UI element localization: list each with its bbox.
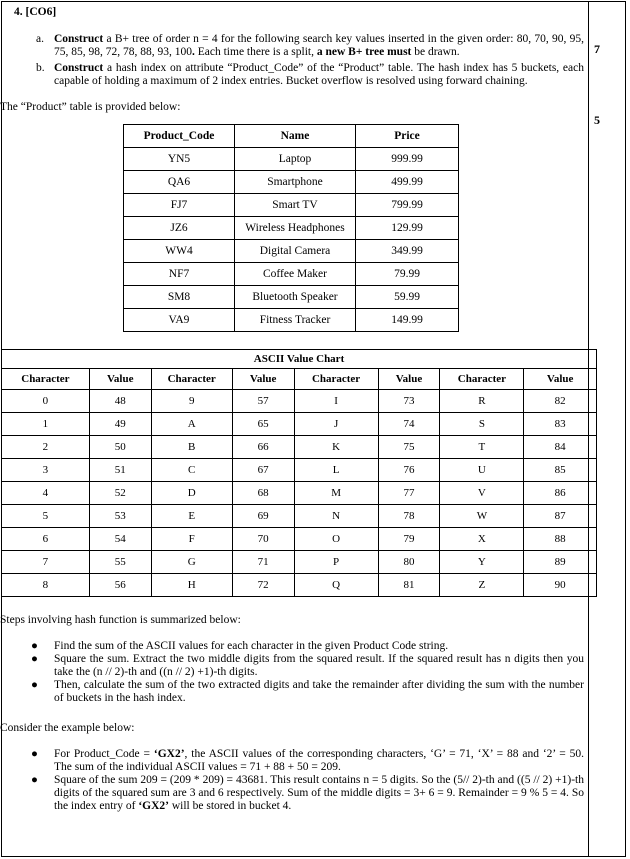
ascii-value-cell: 81 xyxy=(378,574,440,597)
ascii-value-cell: 76 xyxy=(378,459,440,482)
ascii-char-cell: M xyxy=(294,482,378,505)
ascii-char-cell: N xyxy=(294,505,378,528)
ascii-char-cell: U xyxy=(440,459,524,482)
ascii-char-cell: L xyxy=(294,459,378,482)
ascii-char-cell: 0 xyxy=(2,390,90,413)
ascii-value-cell: 74 xyxy=(378,413,440,436)
ascii-value-cell: 70 xyxy=(232,528,294,551)
ascii-value-cell: 72 xyxy=(232,574,294,597)
ascii-title-row xyxy=(2,350,597,369)
part-a-bold2: . xyxy=(192,46,195,58)
product-intro: The “Product” table is provided below: xyxy=(0,101,181,113)
product-code-cell: YN5 xyxy=(124,148,235,171)
ascii-char-cell: W xyxy=(440,505,524,528)
ascii-header: Value xyxy=(378,369,440,390)
ascii-char-cell: B xyxy=(151,436,232,459)
example-code: ‘GX2’ xyxy=(138,800,169,812)
table-row xyxy=(2,574,597,597)
ascii-value-cell: 75 xyxy=(378,436,440,459)
product-code-cell: WW4 xyxy=(124,240,235,263)
ascii-header: Value xyxy=(232,369,294,390)
ascii-value-cell: 79 xyxy=(378,528,440,551)
ascii-char-cell: F xyxy=(151,528,232,551)
product-price-cell: 129.99 xyxy=(356,217,459,240)
list-item xyxy=(14,679,584,705)
product-header-row xyxy=(124,125,459,148)
question-number: 4. [CO6] xyxy=(14,6,57,18)
ascii-value-cell: 51 xyxy=(89,459,151,482)
ascii-char-cell: 9 xyxy=(151,390,232,413)
marks-part-b: 5 xyxy=(594,113,600,127)
product-name-cell: Bluetooth Speaker xyxy=(235,286,356,309)
ascii-char-cell: 3 xyxy=(2,459,90,482)
example-intro: Consider the example below: xyxy=(0,722,135,734)
ascii-value-cell: 86 xyxy=(524,482,597,505)
step-text: Find the sum of the ASCII values for each character in the given Product Code string. xyxy=(54,640,449,652)
part-a-bold3: a new B+ tree must xyxy=(316,46,412,58)
example-text: will be stored in bucket 4. xyxy=(168,800,292,812)
ascii-value-cell: 71 xyxy=(232,551,294,574)
product-name-cell: Coffee Maker xyxy=(235,263,356,286)
product-price-cell: 59.99 xyxy=(356,286,459,309)
part-a-bold: Construct xyxy=(54,33,104,45)
ascii-char-cell: S xyxy=(440,413,524,436)
table-row xyxy=(2,459,597,482)
part-a-text2: Each time there is a split, xyxy=(194,46,317,58)
ascii-value-cell: 57 xyxy=(232,390,294,413)
table-row xyxy=(124,240,459,263)
ascii-value-cell: 49 xyxy=(89,413,151,436)
ascii-value-cell: 78 xyxy=(378,505,440,528)
product-price-cell: 79.99 xyxy=(356,263,459,286)
table-row xyxy=(2,390,597,413)
ascii-char-cell: 4 xyxy=(2,482,90,505)
part-b-text: a hash index on attribute “Product_Code” of the “Product” table. The hash index has 5 buckets, each capable of holding a maximum of 2 index entries. Bucket overflow is resolved using forward chaining. xyxy=(54,62,584,87)
product-code-cell: QA6 xyxy=(124,171,235,194)
product-name-cell: Digital Camera xyxy=(235,240,356,263)
marks-part-a: 7 xyxy=(594,42,600,56)
ascii-char-cell: 7 xyxy=(2,551,90,574)
ascii-char-cell: R xyxy=(440,390,524,413)
ascii-header: Value xyxy=(524,369,597,390)
ascii-table xyxy=(1,349,597,597)
ascii-header-row xyxy=(2,369,597,390)
bullet-icon: ● xyxy=(31,653,38,665)
part-b-bold: Construct xyxy=(54,62,104,74)
ascii-value-cell: 89 xyxy=(524,551,597,574)
ascii-value-cell: 82 xyxy=(524,390,597,413)
ascii-char-cell: C xyxy=(151,459,232,482)
ascii-title: ASCII Value Chart xyxy=(2,350,597,369)
product-price-cell: 499.99 xyxy=(356,171,459,194)
ascii-char-cell: J xyxy=(294,413,378,436)
bullet-icon: ● xyxy=(31,640,38,652)
example-code: ‘GX2’ xyxy=(153,748,185,760)
bullet-icon: ● xyxy=(31,679,38,691)
product-price-cell: 799.99 xyxy=(356,194,459,217)
ascii-char-cell: V xyxy=(440,482,524,505)
product-price-cell: 149.99 xyxy=(356,309,459,332)
product-name-cell: Smartphone xyxy=(235,171,356,194)
ascii-value-cell: 66 xyxy=(232,436,294,459)
ascii-value-cell: 48 xyxy=(89,390,151,413)
ascii-char-cell: G xyxy=(151,551,232,574)
part-a-text3: be drawn. xyxy=(411,46,460,58)
table-row xyxy=(2,505,597,528)
ascii-value-cell: 77 xyxy=(378,482,440,505)
ascii-value-cell: 54 xyxy=(89,528,151,551)
product-header: Name xyxy=(235,125,356,148)
list-item xyxy=(14,653,584,679)
list-item xyxy=(14,640,584,653)
ascii-char-cell: 1 xyxy=(2,413,90,436)
ascii-char-cell: T xyxy=(440,436,524,459)
step-text: Then, calculate the sum of the two extracted digits and take the remainder after dividing the sum with the number of buckets in the hash index. xyxy=(54,679,584,704)
ascii-char-cell: A xyxy=(151,413,232,436)
table-row xyxy=(2,551,597,574)
ascii-char-cell: Q xyxy=(294,574,378,597)
bullet-icon: ● xyxy=(31,774,38,786)
table-row xyxy=(2,413,597,436)
table-row xyxy=(2,528,597,551)
example-text: For Product_Code = xyxy=(54,748,154,760)
product-name-cell: Smart TV xyxy=(235,194,356,217)
table-row xyxy=(124,171,459,194)
ascii-char-cell: Z xyxy=(440,574,524,597)
ascii-header: Character xyxy=(151,369,232,390)
part-a-text: a B+ tree of order n = 4 for the following search key values inserted in the given order: 80, 70, 90, 95, 75, 85, 98, 72, 78, 88, 93, 100 xyxy=(54,33,584,58)
ascii-header: Value xyxy=(89,369,151,390)
product-table xyxy=(123,124,459,332)
ascii-value-cell: 65 xyxy=(232,413,294,436)
product-name-cell: Laptop xyxy=(235,148,356,171)
ascii-value-cell: 73 xyxy=(378,390,440,413)
ascii-char-cell: P xyxy=(294,551,378,574)
ascii-value-cell: 67 xyxy=(232,459,294,482)
table-row xyxy=(124,148,459,171)
ascii-value-cell: 80 xyxy=(378,551,440,574)
ascii-value-cell: 52 xyxy=(89,482,151,505)
table-row xyxy=(124,286,459,309)
ascii-char-cell: I xyxy=(294,390,378,413)
ascii-char-cell: 6 xyxy=(2,528,90,551)
ascii-value-cell: 55 xyxy=(89,551,151,574)
steps-intro: Steps involving hash function is summarized below: xyxy=(0,614,241,626)
product-price-cell: 349.99 xyxy=(356,240,459,263)
example-text: , the ASCII values of the corresponding characters, ‘G’ = 71, ‘X’ = 88 and ‘2’ = 50. The sum of the individual ASCII values = 71 + 88 + 50 = 209. xyxy=(54,748,584,773)
ascii-value-cell: 88 xyxy=(524,528,597,551)
part-a-label: a. xyxy=(36,33,44,45)
product-code-cell: VA9 xyxy=(124,309,235,332)
product-code-cell: NF7 xyxy=(124,263,235,286)
ascii-value-cell: 90 xyxy=(524,574,597,597)
ascii-value-cell: 68 xyxy=(232,482,294,505)
product-code-cell: JZ6 xyxy=(124,217,235,240)
product-name-cell: Wireless Headphones xyxy=(235,217,356,240)
ascii-value-cell: 85 xyxy=(524,459,597,482)
product-code-cell: FJ7 xyxy=(124,194,235,217)
part-b-label: b. xyxy=(36,62,45,74)
table-row xyxy=(124,309,459,332)
list-item xyxy=(14,774,584,813)
ascii-value-cell: 84 xyxy=(524,436,597,459)
ascii-char-cell: 8 xyxy=(2,574,90,597)
product-header: Price xyxy=(356,125,459,148)
example-list xyxy=(14,748,584,813)
table-row xyxy=(124,217,459,240)
example-text: Square of the sum 209 = (209 * 209) = 43681. This result contains n = 5 digits. So the (5// 2)-th and ((5 // 2) +1)-th digits of the squared sum are 3 and 6 respectively. Sum of the middle digits = 3+ 6 = 9. Remainder = 9 % 5 = 4. So the index entry of xyxy=(54,774,584,812)
product-code-cell: SM8 xyxy=(124,286,235,309)
part-a xyxy=(14,33,584,59)
product-name-cell: Fitness Tracker xyxy=(235,309,356,332)
part-b xyxy=(14,62,584,88)
table-row xyxy=(2,482,597,505)
ascii-char-cell: X xyxy=(440,528,524,551)
product-header: Product_Code xyxy=(124,125,235,148)
table-row xyxy=(124,194,459,217)
ascii-value-cell: 69 xyxy=(232,505,294,528)
ascii-char-cell: D xyxy=(151,482,232,505)
table-row xyxy=(2,436,597,459)
ascii-header: Character xyxy=(294,369,378,390)
question-content xyxy=(0,6,584,813)
ascii-char-cell: K xyxy=(294,436,378,459)
ascii-value-cell: 56 xyxy=(89,574,151,597)
ascii-value-cell: 87 xyxy=(524,505,597,528)
ascii-char-cell: H xyxy=(151,574,232,597)
ascii-header: Character xyxy=(440,369,524,390)
steps-list xyxy=(14,640,584,705)
ascii-char-cell: 2 xyxy=(2,436,90,459)
step-text: Square the sum. Extract the two middle digits from the squared result. If the squared result has n digits then you take the (n // 2)-th and ((n // 2) +1)-th digits. xyxy=(54,653,584,678)
ascii-value-cell: 50 xyxy=(89,436,151,459)
bullet-icon: ● xyxy=(31,748,38,760)
ascii-value-cell: 83 xyxy=(524,413,597,436)
ascii-header: Character xyxy=(2,369,90,390)
ascii-char-cell: Y xyxy=(440,551,524,574)
ascii-value-cell: 53 xyxy=(89,505,151,528)
list-item xyxy=(14,748,584,774)
ascii-char-cell: E xyxy=(151,505,232,528)
table-row xyxy=(124,263,459,286)
product-price-cell: 999.99 xyxy=(356,148,459,171)
ascii-char-cell: O xyxy=(294,528,378,551)
ascii-char-cell: 5 xyxy=(2,505,90,528)
